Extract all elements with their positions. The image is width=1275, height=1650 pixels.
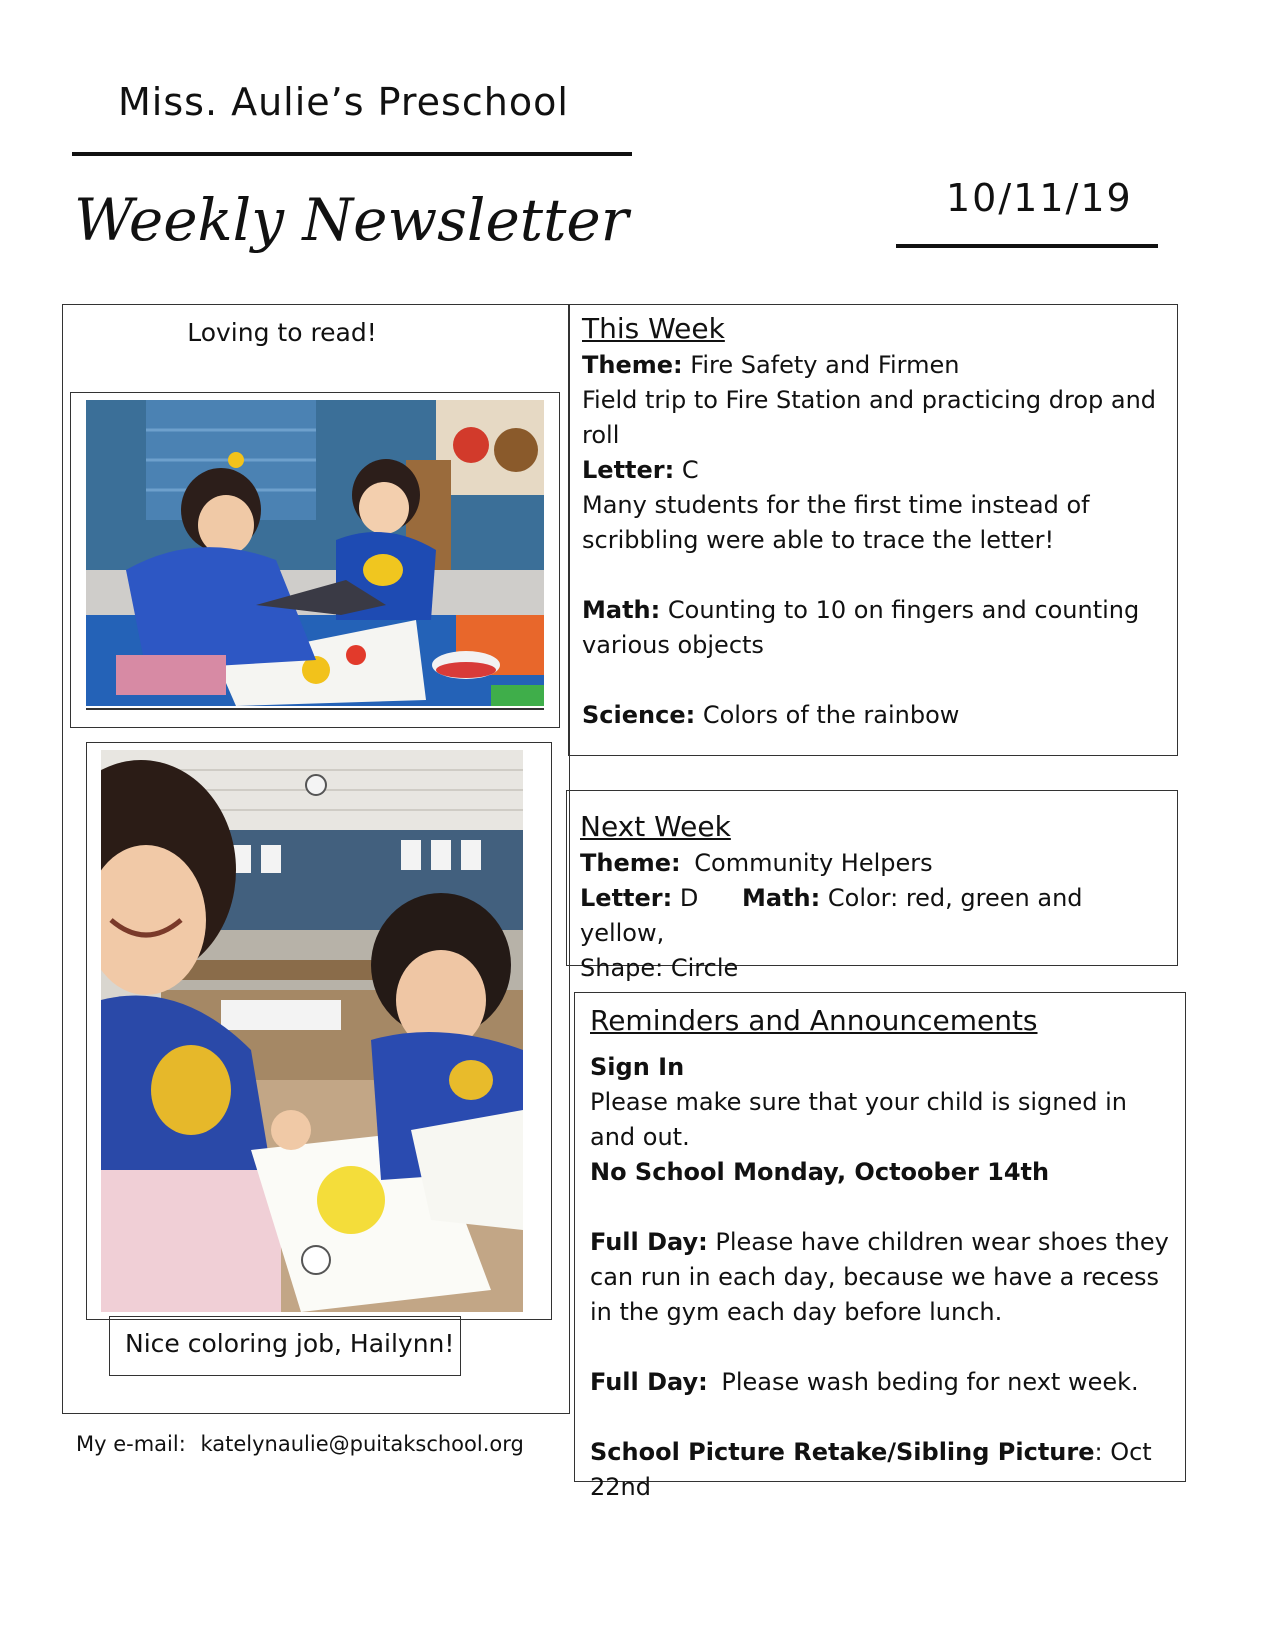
field-trip: Field trip to Fire Station and practicing drop and roll <box>582 386 1157 449</box>
this-week-science <box>582 698 1167 733</box>
this-week-heading: This Week <box>582 312 725 345</box>
next-week-shape: Shape: Circle <box>580 954 739 982</box>
sign-in-text: Please make sure that your child is signed in and out. <box>590 1088 1127 1151</box>
this-week-theme <box>582 348 1167 383</box>
school-name: Miss. Aulie’s Preschool <box>118 80 569 124</box>
reminders-heading: Reminders and Announcements <box>590 1004 1038 1037</box>
reminders-content <box>590 1002 1175 1505</box>
next-week-theme <box>580 846 1170 881</box>
next-letter-label: Letter: <box>580 884 673 912</box>
photo2-caption: Nice coloring job, Hailynn! <box>125 1329 455 1358</box>
email-label: My e-mail: <box>76 1432 186 1456</box>
next-theme-value: Community Helpers <box>694 849 933 877</box>
full-day-notice-1 <box>590 1225 1175 1330</box>
this-week-content <box>582 310 1167 733</box>
newsletter-title: Weekly Newsletter <box>74 186 629 254</box>
next-letter-value: D <box>679 884 699 912</box>
theme-label: Theme: <box>582 351 683 379</box>
no-school-notice <box>590 1155 1175 1190</box>
full-day-label-1: Full Day: <box>590 1228 708 1256</box>
date-underline <box>896 244 1158 248</box>
full-day-text-1: Please have children wear shoes they can run in each day, because we have a recess in the gym each day before lunch. <box>590 1228 1169 1326</box>
picture-retake-notice <box>590 1435 1175 1505</box>
full-day-notice-2 <box>590 1365 1175 1400</box>
science-label: Science: <box>582 701 696 729</box>
photo1-bottom-rule <box>86 708 544 710</box>
picture-retake-label: School Picture Retake/Sibling Picture <box>590 1438 1095 1466</box>
letter-label: Letter: <box>582 456 675 484</box>
school-name-underline <box>72 152 632 156</box>
email-line <box>76 1432 524 1456</box>
no-school-text: No School Monday, Octoober 14th <box>590 1158 1050 1186</box>
newsletter-date: 10/11/19 <box>946 176 1133 220</box>
letter-note: Many students for the first time instead of scribbling were able to trace the letter! <box>582 491 1090 554</box>
theme-value: Fire Safety and Firmen <box>690 351 960 379</box>
science-value: Colors of the rainbow <box>702 701 960 729</box>
this-week-letter <box>582 453 1167 488</box>
this-week-math <box>582 593 1167 663</box>
next-week-content <box>580 808 1170 986</box>
next-week-letter-math <box>580 881 1170 951</box>
sign-in-label: Sign In <box>590 1053 685 1081</box>
next-math-label: Math: <box>742 884 821 912</box>
letter-value: C <box>681 456 699 484</box>
picture-retake-date: : Oct 22nd <box>590 1438 1152 1501</box>
full-day-label-2: Full Day: <box>590 1368 708 1396</box>
photo1-caption: Loving to read! <box>187 318 377 347</box>
full-day-text-2: Please wash beding for next week. <box>721 1368 1139 1396</box>
next-theme-label: Theme: <box>580 849 681 877</box>
math-value: Counting to 10 on fingers and counting various objects <box>582 596 1140 659</box>
sign-in-heading <box>590 1050 1175 1085</box>
reading-photo <box>86 400 544 706</box>
email-address[interactable]: katelynaulie@puitakschool.org <box>200 1432 524 1456</box>
next-math-value: Color: red, green and yellow, <box>580 884 1083 947</box>
coloring-photo <box>101 750 523 1312</box>
math-label: Math: <box>582 596 661 624</box>
next-week-heading: Next Week <box>580 810 731 843</box>
